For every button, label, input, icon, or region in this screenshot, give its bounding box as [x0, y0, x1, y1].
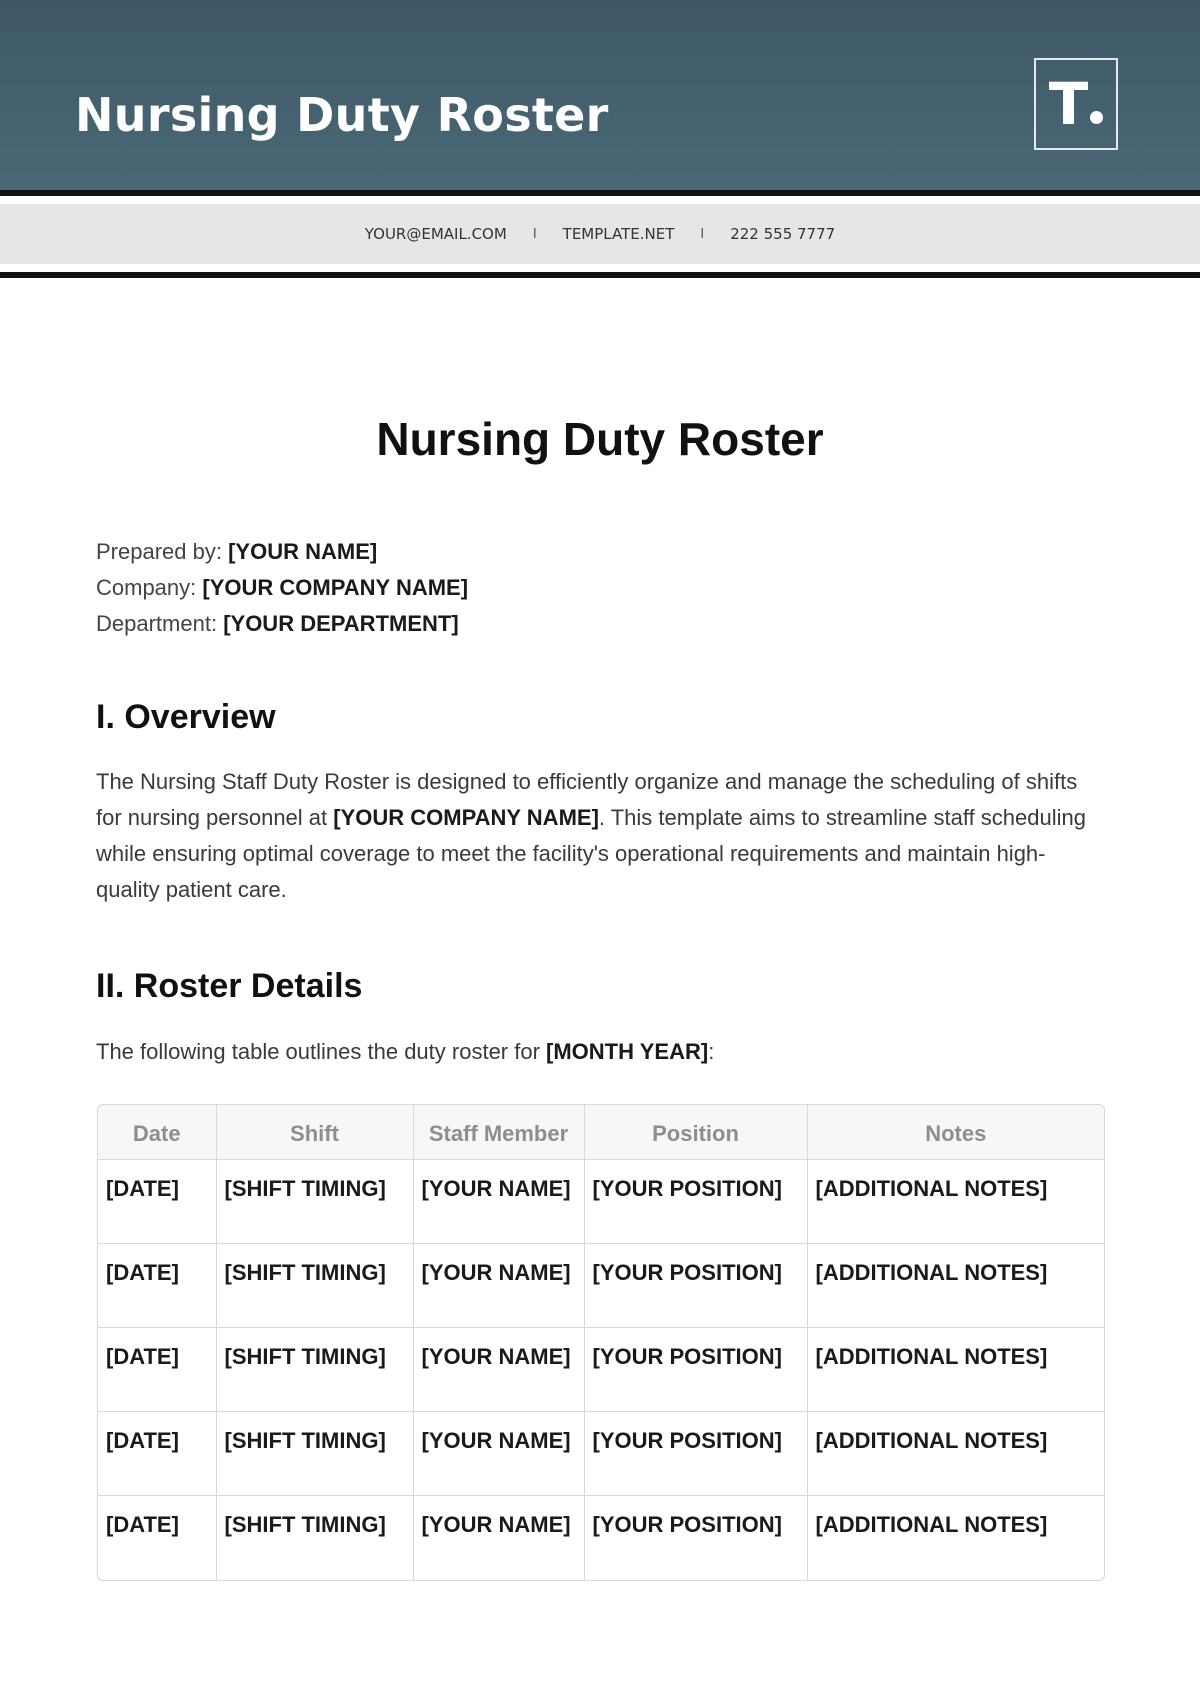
- logo-dot-icon: [1090, 111, 1103, 124]
- meta-label: Department:: [96, 611, 218, 636]
- meta-label: Company:: [96, 575, 197, 600]
- cell-shift: [SHIFT TIMING]: [216, 1160, 413, 1244]
- meta-value: [YOUR DEPARTMENT]: [223, 611, 459, 636]
- document-meta: [96, 534, 468, 642]
- logo-letter: T: [1048, 70, 1089, 138]
- overview-company: [YOUR COMPANY NAME]: [333, 805, 599, 830]
- roster-table-container: [97, 1104, 1105, 1581]
- contact-separator: I: [700, 226, 705, 242]
- roster-intro-end: :: [708, 1039, 715, 1064]
- header-title: Nursing Duty Roster: [75, 88, 609, 142]
- cell-notes: [ADDITIONAL NOTES]: [807, 1412, 1104, 1496]
- table-row: [98, 1496, 1104, 1580]
- column-header-staff-member: Staff Member: [413, 1105, 584, 1160]
- template-logo: [1034, 58, 1118, 150]
- contact-bar: [0, 204, 1200, 264]
- document-title: Nursing Duty Roster: [376, 413, 824, 465]
- bottom-divider: [0, 272, 1200, 278]
- cell-date: [DATE]: [98, 1244, 216, 1328]
- column-header-notes: Notes: [807, 1105, 1104, 1160]
- roster-month-year: [MONTH YEAR]: [546, 1039, 709, 1064]
- column-header-shift: Shift: [216, 1105, 413, 1160]
- overview-heading: I. Overview: [96, 698, 276, 736]
- cell-staff-member: [YOUR NAME]: [413, 1328, 584, 1412]
- meta-department: [96, 606, 468, 642]
- table-header-row: [98, 1105, 1104, 1160]
- overview-paragraph: [96, 764, 1096, 908]
- cell-date: [DATE]: [98, 1412, 216, 1496]
- cell-date: [DATE]: [98, 1160, 216, 1244]
- contact-email: YOUR@EMAIL.COM: [364, 225, 507, 243]
- cell-position: [YOUR POSITION]: [584, 1328, 807, 1412]
- roster-intro-text: The following table outlines the duty roster for: [96, 1039, 547, 1064]
- cell-notes: [ADDITIONAL NOTES]: [807, 1328, 1104, 1412]
- table-row: [98, 1160, 1104, 1244]
- meta-value: [YOUR COMPANY NAME]: [202, 575, 469, 600]
- table-row: [98, 1244, 1104, 1328]
- column-header-position: Position: [584, 1105, 807, 1160]
- roster-heading: II. Roster Details: [96, 967, 363, 1005]
- document-header: [0, 0, 1200, 190]
- cell-shift: [SHIFT TIMING]: [216, 1328, 413, 1412]
- cell-staff-member: [YOUR NAME]: [413, 1496, 584, 1580]
- top-divider: [0, 190, 1200, 196]
- table-row: [98, 1412, 1104, 1496]
- column-header-date: Date: [98, 1105, 216, 1160]
- cell-staff-member: [YOUR NAME]: [413, 1160, 584, 1244]
- cell-position: [YOUR POSITION]: [584, 1244, 807, 1328]
- cell-date: [DATE]: [98, 1328, 216, 1412]
- roster-table: [98, 1105, 1104, 1580]
- roster-intro: [96, 1034, 1096, 1070]
- meta-prepared-by: [96, 534, 468, 570]
- contact-band: [0, 190, 1200, 280]
- overview-text: The Nursing Staff Duty Roster is designed to efficiently organize and manage the scheduling of shifts for nursing personnel at: [96, 769, 1078, 830]
- contact-phone: 222 555 7777: [730, 225, 836, 243]
- cell-shift: [SHIFT TIMING]: [216, 1496, 413, 1580]
- cell-staff-member: [YOUR NAME]: [413, 1412, 584, 1496]
- overview-text-end: . This template aims to streamline staff scheduling while ensuring optimal coverage to meet the facility's operational requirements and maintain high-quality patient care.: [96, 805, 1086, 902]
- cell-shift: [SHIFT TIMING]: [216, 1412, 413, 1496]
- contact-separator: I: [532, 226, 537, 242]
- table-row: [98, 1328, 1104, 1412]
- cell-staff-member: [YOUR NAME]: [413, 1244, 584, 1328]
- cell-date: [DATE]: [98, 1496, 216, 1580]
- cell-notes: [ADDITIONAL NOTES]: [807, 1160, 1104, 1244]
- meta-company: [96, 570, 468, 606]
- cell-position: [YOUR POSITION]: [584, 1160, 807, 1244]
- cell-shift: [SHIFT TIMING]: [216, 1244, 413, 1328]
- meta-value: [YOUR NAME]: [228, 539, 378, 564]
- cell-notes: [ADDITIONAL NOTES]: [815, 1512, 1048, 1537]
- cell-position: [YOUR POSITION]: [584, 1412, 807, 1496]
- contact-website: TEMPLATE.NET: [562, 225, 675, 243]
- cell-notes: [ADDITIONAL NOTES]: [807, 1244, 1104, 1328]
- cell-position: [YOUR POSITION]: [584, 1496, 807, 1580]
- meta-label: Prepared by:: [96, 539, 222, 564]
